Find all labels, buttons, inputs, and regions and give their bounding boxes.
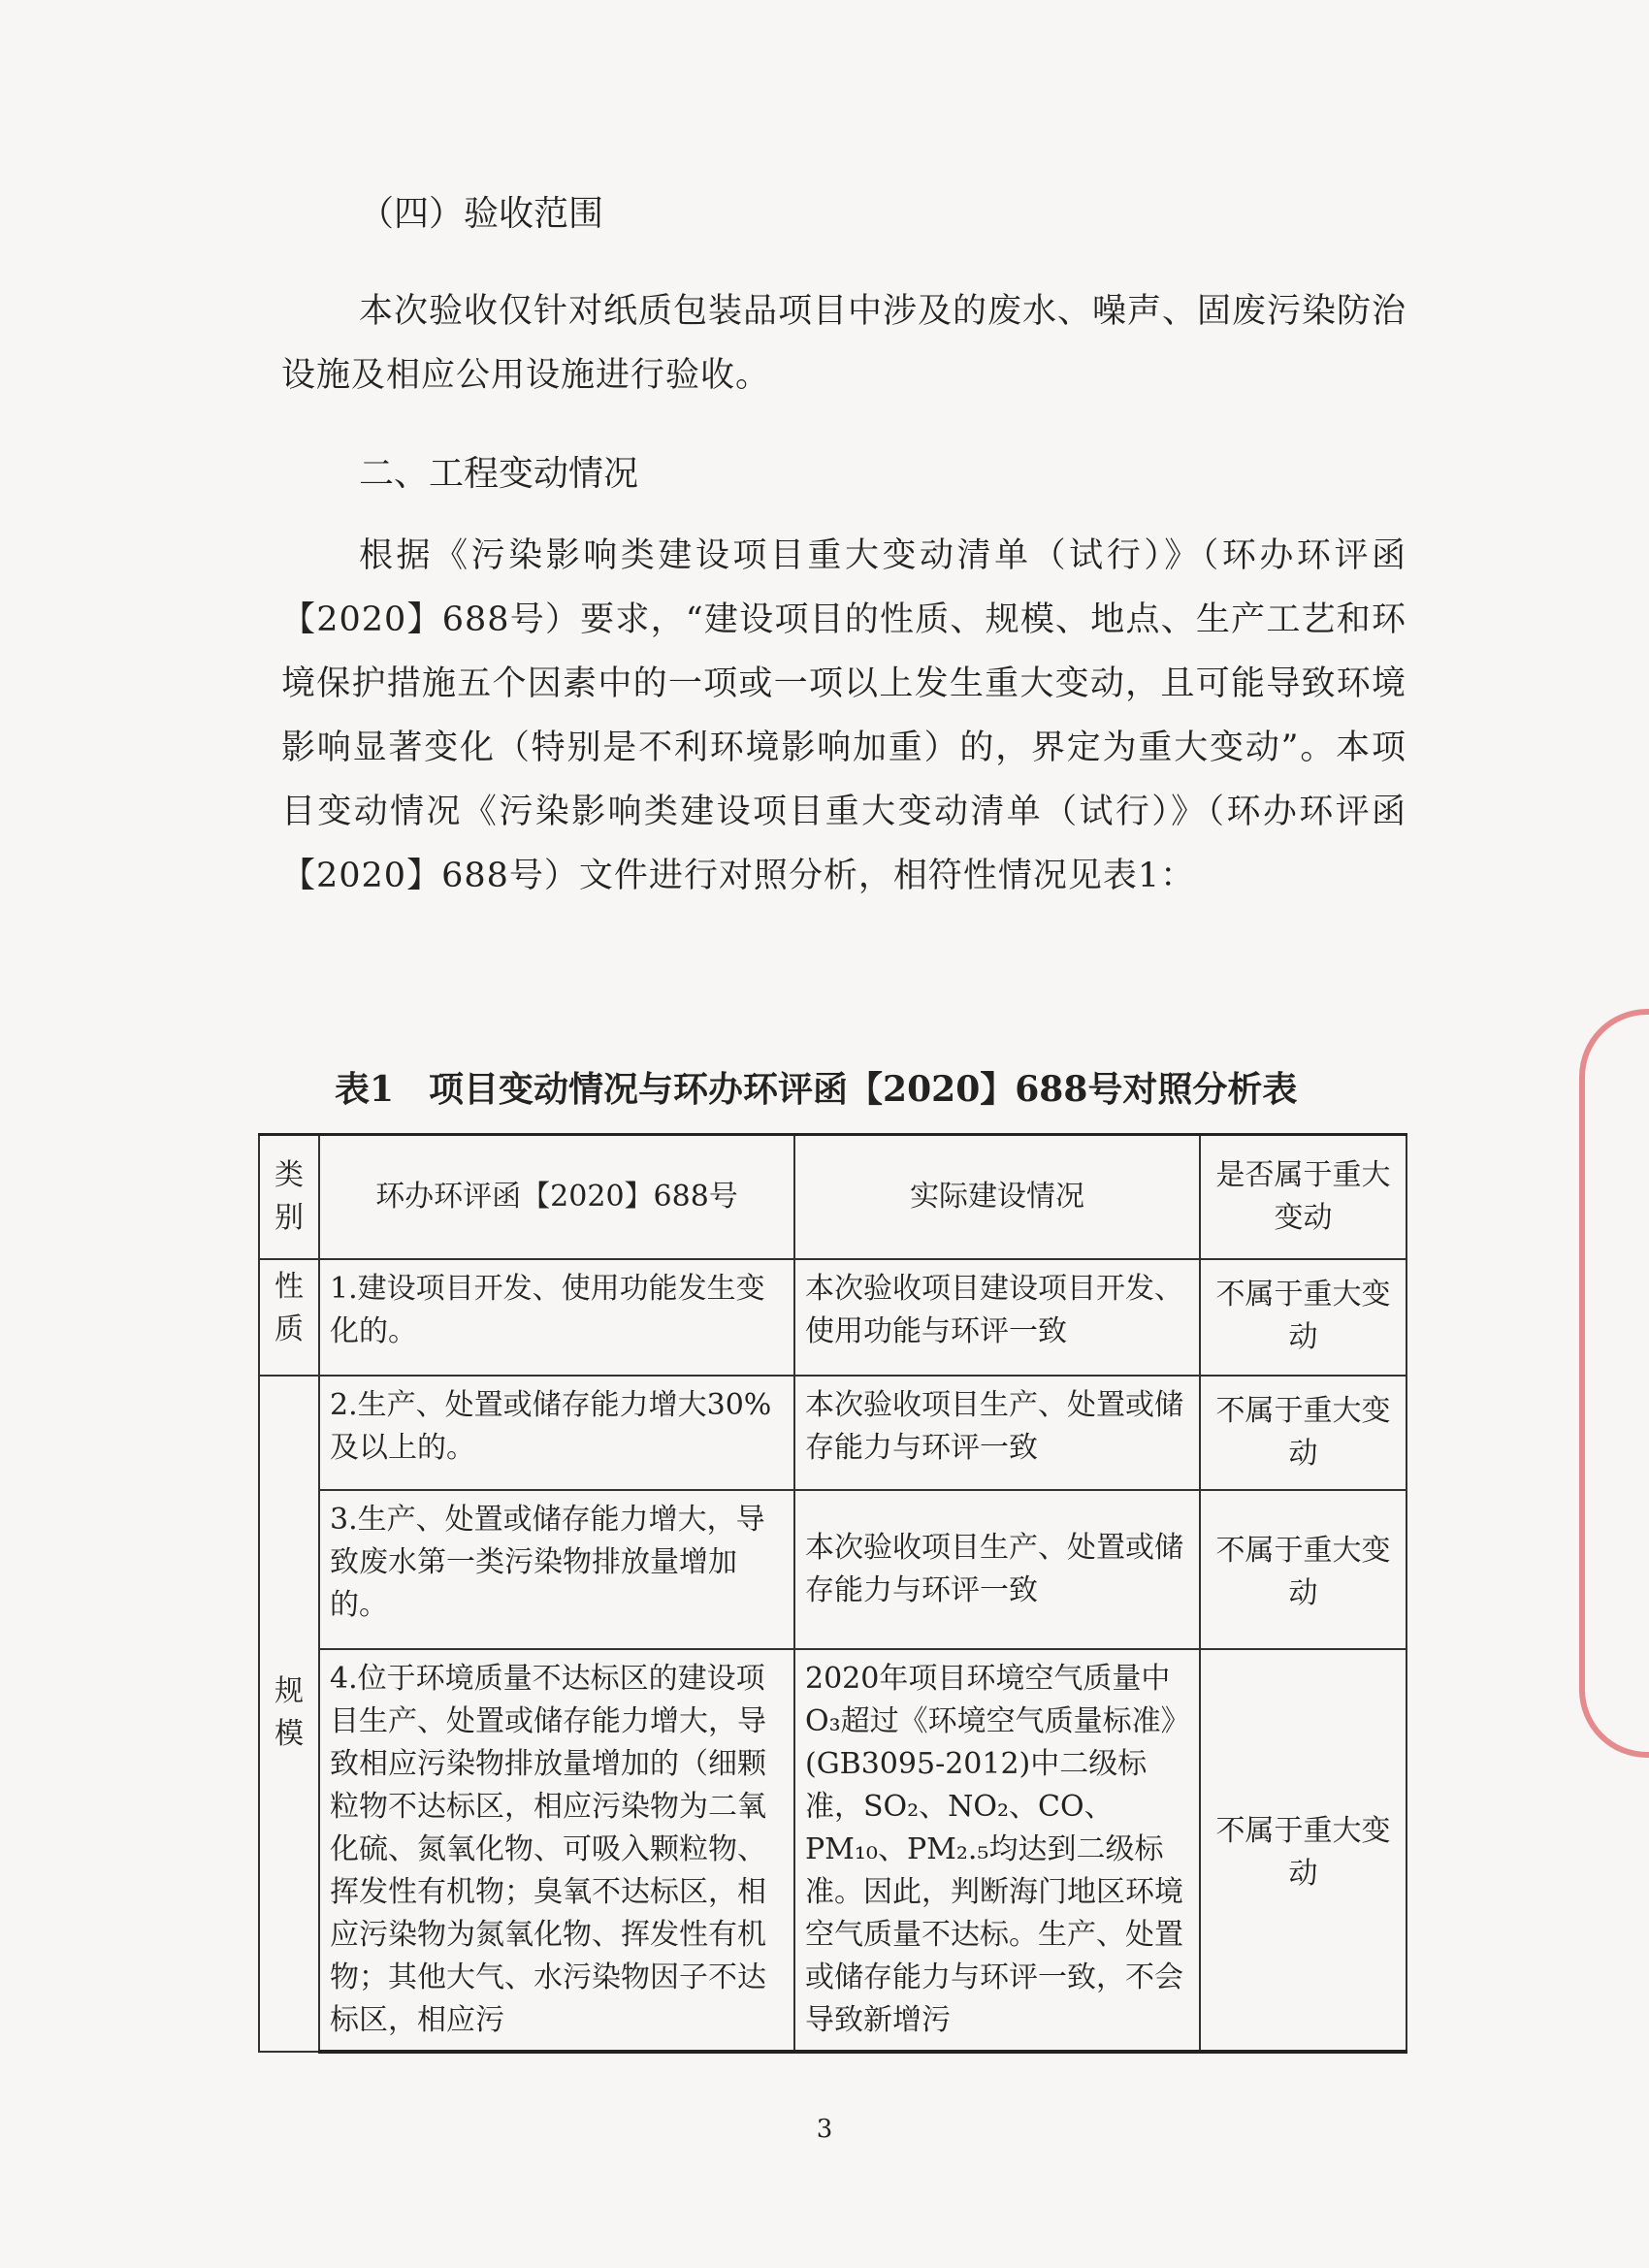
comparison-table [258, 1133, 1407, 2054]
row-major-change: 不属于重大变动 [1200, 1259, 1406, 1376]
table-row [259, 1649, 1406, 2052]
header-standard: 环办环评函【2020】688号 [319, 1135, 794, 1259]
row-major-change: 不属于重大变动 [1200, 1376, 1406, 1490]
row-standard: 2.生产、处置或储存能力增大30%及以上的。 [319, 1376, 794, 1490]
table-row [259, 1490, 1406, 1649]
row-standard: 3.生产、处置或储存能力增大，导致废水第一类污染物排放量增加的。 [319, 1490, 794, 1649]
header-category: 类别 [259, 1135, 319, 1259]
change-heading: 二、工程变动情况 [359, 454, 639, 494]
table-row [259, 1259, 1406, 1376]
row-standard: 4.位于环境质量不达标区的建设项目生产、处置或储存能力增大，导致相应污染物排放量增加的（细颗粒物不达标区，相应污染物为二氧化硫、氮氧化物、可吸入颗粒物、挥发性有机物；臭氧不达标区，相应污染物为氮氧化物、挥发性有机物；其他大气、水污染物因子不达标区，相应污 [319, 1649, 794, 2052]
row-actual: 本次验收项目生产、处置或储存能力与环评一致 [794, 1376, 1200, 1490]
row-actual: 2020年项目环境空气质量中O₃超过《环境空气质量标准》(GB3095-2012)中二级标准，SO₂、NO₂、CO、PM₁₀、PM₂.₅均达到二级标准。因此，判断海门地区环境空气质量不达标。生产、处置或储存能力与环评一致，不会导致新增污 [794, 1649, 1200, 2052]
row-actual: 本次验收项目建设项目开发、使用功能与环评一致 [794, 1259, 1200, 1376]
red-seal-stamp [1579, 1009, 1649, 1758]
page-number: 3 [816, 2115, 833, 2144]
change-paragraph: 根据《污染影响类建设项目重大变动清单（试行）》（环办环评函【2020】688号）要求，“建设项目的性质、规模、地点、生产工艺和环境保护措施五个因素中的一项或一项以上发生重大变动，且可能导致环境影响显著变化（特别是不利环境影响加重）的，界定为重大变动”。本项目变动情况《污染影响类建设项目重大变动清单（试行）》（环办环评函【2020】688号）文件进行对照分析，相符性情况见表1： [281, 536, 1406, 895]
row-major-change: 不属于重大变动 [1200, 1649, 1406, 2052]
row-actual: 本次验收项目生产、处置或储存能力与环评一致 [794, 1490, 1200, 1649]
row-standard: 1.建设项目开发、使用功能发生变化的。 [319, 1259, 794, 1376]
row-major-change: 不属于重大变动 [1200, 1490, 1406, 1649]
row-category: 规模 [259, 1376, 319, 2052]
row-category: 性质 [259, 1259, 319, 1376]
header-actual: 实际建设情况 [794, 1135, 1200, 1259]
table-row [259, 1376, 1406, 1490]
table-title: 表1 项目变动情况与环办环评函【2020】688号对照分析表 [335, 1069, 1298, 1110]
scope-paragraph: 本次验收仅针对纸质包装品项目中涉及的废水、噪声、固废污染防治设施及相应公用设施进行验收。 [281, 292, 1407, 395]
scope-heading: （四）验收范围 [359, 194, 604, 234]
header-major-change: 是否属于重大变动 [1200, 1135, 1406, 1259]
